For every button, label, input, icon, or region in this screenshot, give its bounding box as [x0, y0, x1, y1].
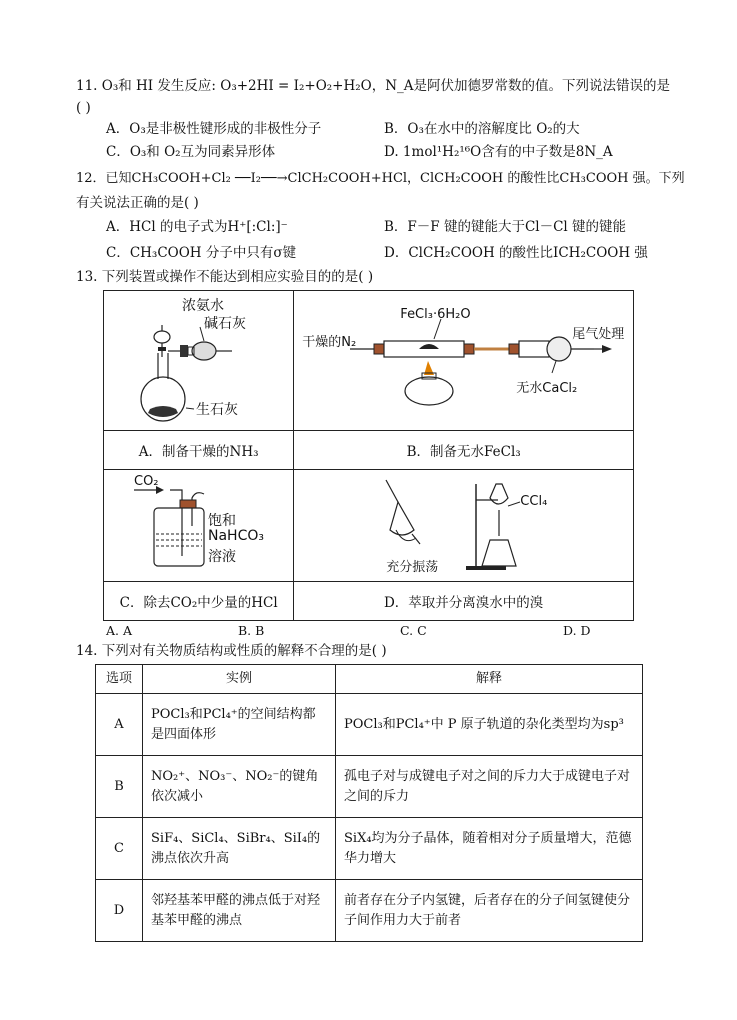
label-ccl4: CCl₄	[520, 494, 548, 509]
label-tail-gas: 尾气处理	[572, 327, 625, 342]
table-row	[96, 880, 643, 942]
q13-apparatus-table	[103, 290, 634, 621]
q13-choice-c: C. C	[400, 623, 427, 638]
q14-row-a-example: POCl₃和PCl₄⁺的空间结构都是四面体形	[143, 694, 336, 756]
label-quicklime: 生石灰	[196, 402, 238, 418]
label-anhydrous-cacl2: 无水CaCl₂	[516, 381, 578, 396]
label-nahco3: NaHCO₃	[208, 528, 264, 544]
label-dry-n2: 干燥的N₂	[302, 335, 357, 350]
q14-table	[95, 664, 643, 942]
label-solution: 溶液	[208, 549, 236, 565]
q14-row-b-example: NO₂⁺、NO₃⁻、NO₂⁻的键角依次减小	[143, 756, 336, 818]
q13-choice-b: B. B	[238, 623, 265, 638]
q14-row-b-option: B	[96, 756, 143, 818]
table-row	[96, 818, 643, 880]
q14-row-b-explanation: 孤电子对与成键电子对之间的斥力大于成键电子对之间的斥力	[336, 756, 643, 818]
q14-row-a-explanation: POCl₃和PCl₄⁺中 P 原子轨道的杂化类型均为sp³	[336, 694, 643, 756]
q11-option-b: B．O₃在水中的溶解度比 O₂的大	[384, 121, 580, 137]
table-row	[96, 756, 643, 818]
q12-option-d: D．ClCH₂COOH 的酸性比ICH₂COOH 强	[384, 245, 648, 261]
q12-stem-cont: 有关说法正确的是( )	[76, 195, 199, 211]
q14-row-d-explanation: 前者存在分子内氢键，后者存在的分子间氢键使分子间作用力大于前者	[336, 880, 643, 942]
q11-option-c: C．O₃和 O₂互为同素异形体	[106, 144, 276, 160]
q11-stem: 11. O₃和 HI 发生反应: O₃+2HI = I₂+O₂+H₂O，N_A是阿伏加德罗常数的值。下列说法错误的是	[76, 78, 671, 94]
q14-row-a-option: A	[96, 694, 143, 756]
label-saturated: 饱和	[208, 513, 236, 529]
q12-stem: 12．已知CH₃COOH+Cl₂ ──I₂──→ClCH₂COOH+HCl，ClCH₂COOH 的酸性比CH₃COOH 强。下列	[76, 171, 685, 186]
q12-option-a: A．HCl 的电子式为H⁺[:Cl:]⁻	[106, 219, 288, 235]
label-conc-ammonia: 浓氨水	[182, 298, 224, 314]
caption-c: C．除去CO₂中少量的HCl	[104, 582, 294, 621]
q13-choice-d: D. D	[563, 623, 591, 638]
apparatus-a-cell	[104, 291, 294, 431]
q14-row-c-option: C	[96, 818, 143, 880]
q13-stem: 13. 下列装置或操作不能达到相应实验目的的是( )	[76, 269, 374, 285]
apparatus-d-cell	[294, 470, 634, 582]
q12-option-c: C．CH₃COOH 分子中只有σ键	[106, 245, 297, 261]
q13-choice-a: A. A	[106, 623, 133, 638]
q11-option-d: D. 1mol¹H₂¹⁶O含有的中子数是8N_A	[384, 144, 613, 160]
apparatus-c-cell	[104, 470, 294, 582]
q14-row-d-option: D	[96, 880, 143, 942]
gas-wash-bottle-drawing	[104, 470, 294, 581]
q14-header-explanation: 解释	[336, 665, 643, 694]
q14-header-example: 实例	[143, 665, 336, 694]
label-fecl3-hydrate: FeCl₃·6H₂O	[400, 307, 471, 322]
table-row	[96, 694, 643, 756]
q11-blank: ( )	[76, 100, 91, 116]
q14-row-c-explanation: SiX₄均为分子晶体，随着相对分子质量增大，范德华力增大	[336, 818, 643, 880]
caption-d: D．萃取并分离溴水中的溴	[294, 582, 634, 621]
label-shake-well: 充分振荡	[386, 560, 439, 575]
apparatus-b-cell	[294, 291, 634, 431]
q12-option-b: B．F－F 键的键能大于Cl－Cl 键的键能	[384, 219, 627, 235]
separatory-funnel-drawing	[294, 470, 634, 581]
q14-row-d-example: 邻羟基苯甲醛的沸点低于对羟基苯甲醛的沸点	[143, 880, 336, 942]
label-soda-lime: 碱石灰	[204, 316, 246, 332]
caption-b: B．制备无水FeCl₃	[294, 431, 634, 470]
caption-a: A．制备干燥的NH₃	[104, 431, 294, 470]
q11-option-a: A．O₃是非极性键形成的非极性分子	[106, 121, 322, 137]
label-co2: CO₂	[134, 474, 159, 489]
q14-row-c-example: SiF₄、SiCl₄、SiBr₄、SiI₄的沸点依次升高	[143, 818, 336, 880]
q14-header-option: 选项	[96, 665, 143, 694]
q14-stem: 14. 下列对有关物质结构或性质的解释不合理的是( )	[76, 643, 387, 659]
